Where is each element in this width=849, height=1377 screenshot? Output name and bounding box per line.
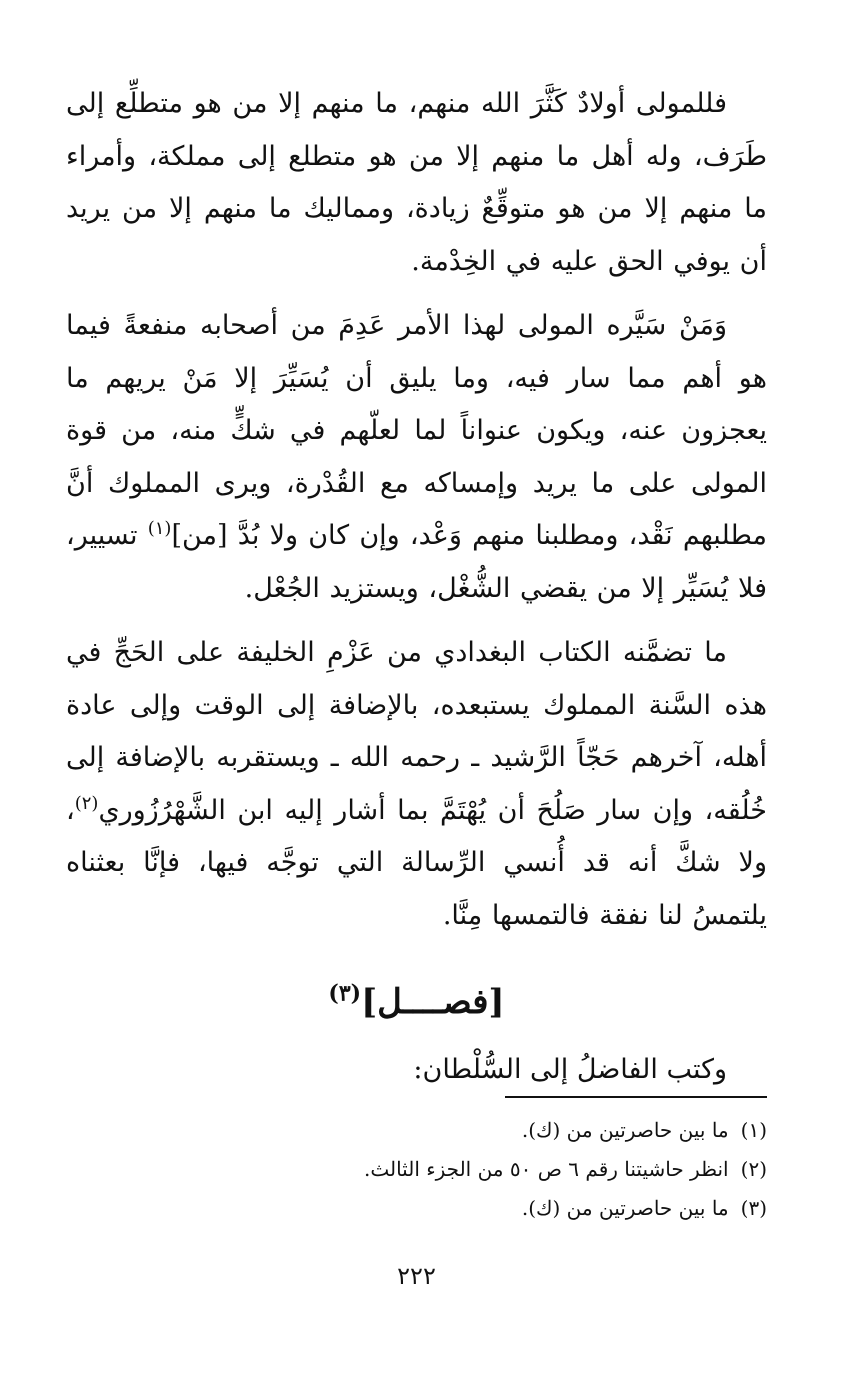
paragraph-3-text-b: ، ولا شكَّ أنه قد أُنسي الرِّسالة التي توجَّه فيها، فإنَّا بعثناه يلتمسُ لنا نفقة فالتمسها مِنَّا. (66, 794, 767, 931)
footnotes (66, 1111, 767, 1228)
paragraph-2-text-b: تسيير، فلا يُسَيِّر إلا من يقضي الشُّغْل، ويستزيد الجُعْل. (66, 520, 767, 604)
section-heading (66, 978, 767, 1026)
paragraph-2 (66, 300, 767, 615)
footnote-2-number: (٢) (740, 1157, 767, 1181)
paragraph-2-text-a: وَمَنْ سَيَّره المولى لهذا الأمر عَدِمَ من أصحابه منفعةً فيما هو أهم مما سار فيه، وما يليق أن يُسَيِّرَ إلا مَنْ يريهم ما يعجزون عنه، ويكون عنواناً لما لعلّهم في شكٍّ منه، من قوة المولى على ما يريد وإمساكه مع القُدْرة، ويرى المملوك أنَّ مطلبهم نَقْد، ومطلبنا منهم وَعْد، وإن كان ولا بُدَّ [من] (66, 310, 767, 551)
paragraph-3-text-a: ما تضمَّنه الكتاب البغدادي من عَزْمِ الخليفة على الحَجِّ في هذه السَّنة المملوك يستبعده، بالإضافة إلى الوقت وإلى عادة أهله، آخرهم حَجّاً الرَّشيد ـ رحمه الله ـ ويستقربه بالإضافة إلى خُلُقه، وإن سار صَلُحَ أن يُهْتَمَّ بما أشار إليه ابن الشَّهْرُزُوري (66, 637, 767, 826)
footnote-2-text: انظر حاشيتنا رقم ٦ ص ٥٠ من الجزء الثالث. (364, 1157, 729, 1181)
footnote-divider (505, 1096, 767, 1098)
footnote-ref-1[interactable]: (١) (147, 518, 172, 539)
footnote-ref-2[interactable]: (٢) (74, 792, 99, 814)
footnote-1-number: (١) (740, 1118, 767, 1142)
book-page (66, 78, 767, 1308)
footnote-2 (66, 1150, 767, 1189)
section-heading-title: [فصــــل] (361, 982, 505, 1022)
footnote-ref-3[interactable]: (٣) (328, 980, 362, 1007)
paragraph-3 (66, 627, 767, 942)
page-number: ٢٢٢ (397, 1262, 436, 1290)
footnote-3-text: ما بين حاصرتين من (ك). (521, 1196, 729, 1220)
footnote-3-number: (٣) (740, 1196, 767, 1220)
paragraph-1 (66, 78, 767, 288)
paragraph-1-text: فللمولى أولادٌ كَثَّرَ الله منهم، ما منهم إلا من هو متطلِّع إلى طَرَف، وله أهل ما منهم إلا من هو متطلع إلى مملكة، وأمراء ما منهم إلا من هو متوقِّعٌ زيادة، ومماليك ما منهم إلا من يريد أن يوفي الحق عليه في الخِدْمة. (66, 88, 767, 277)
footnote-3 (66, 1189, 767, 1228)
section-intro: وكتب الفاضلُ إلى السُّلْطان: (413, 1054, 727, 1085)
footnote-1-text: ما بين حاصرتين من (ك). (521, 1118, 729, 1142)
footnote-1 (66, 1111, 767, 1150)
